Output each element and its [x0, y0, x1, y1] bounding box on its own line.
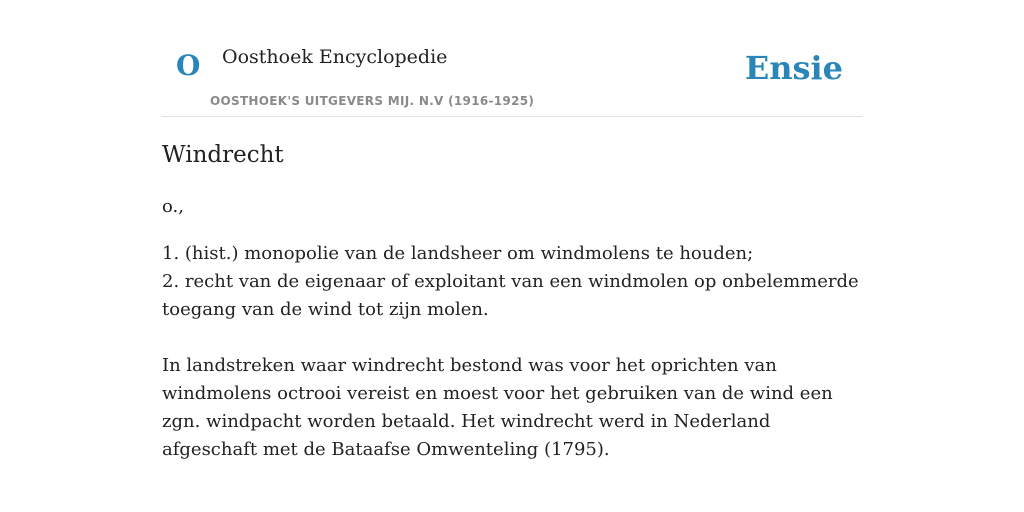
definition-item: 1. (hist.) monopolie van de landsheer om windmolens te houden; — [162, 243, 754, 264]
entry-paragraph: In landstreken waar windrecht bestond was voor het oprichten van windmolens octrooi vereist en moest voor het gebruiken van de wind een zgn. windpacht worden betaald. Het windrecht werd in Nederland afgeschaft met de Bataafse Omwenteling (1795). — [162, 355, 833, 460]
entry-definitions — [162, 240, 862, 464]
paragraph-spacer — [162, 324, 862, 352]
entry-gender: o., — [162, 196, 184, 217]
definition-item: 2. recht van de eigenaar of exploitant van een windmolen op onbelemmerde toegang van de wind tot zijn molen. — [162, 271, 859, 320]
ensie-brand-link[interactable]: Ensie — [744, 49, 843, 87]
source-header — [162, 0, 862, 117]
entry-title: Windrecht — [162, 142, 284, 168]
source-logo[interactable]: O — [176, 49, 201, 82]
content-container — [162, 0, 862, 464]
publisher-label: OOSTHOEK'S UITGEVERS MIJ. N.V (1916-1925) — [210, 94, 535, 108]
source-title[interactable]: Oosthoek Encyclopedie — [222, 46, 448, 68]
